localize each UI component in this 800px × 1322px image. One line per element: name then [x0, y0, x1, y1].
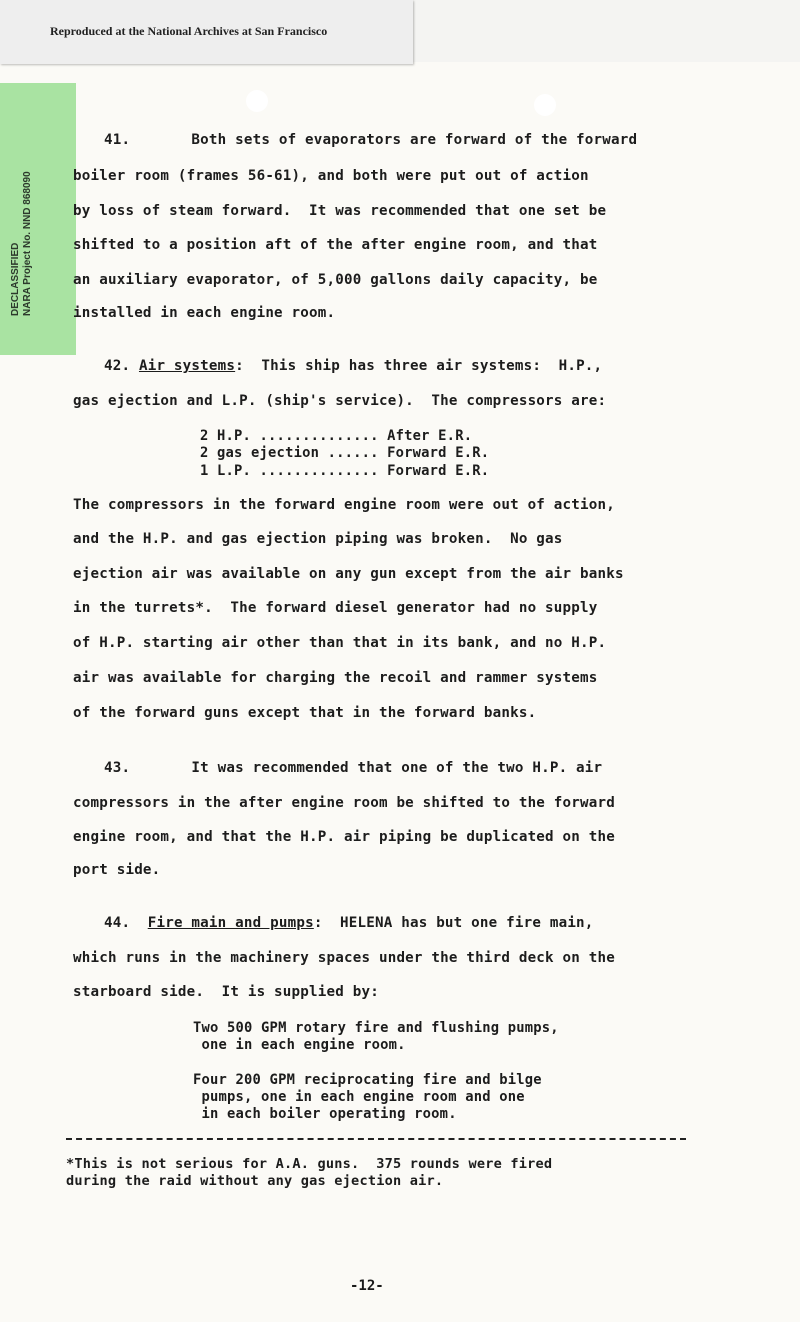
text-line: boiler room (frames 56-61), and both were put out of action [73, 168, 589, 184]
page-number: -12- [350, 1278, 384, 1294]
paragraph-number: 42. [104, 358, 139, 374]
stamp-line-2: NARA Project No. NND 868090 [22, 171, 33, 316]
footnote-separator [66, 1138, 686, 1140]
text-line: engine room, and that the H.P. air piping be duplicated on the [73, 829, 615, 845]
archive-label [0, 0, 413, 64]
text-line: compressors in the after engine room be shifted to the forward [73, 795, 615, 811]
pump-item-line: in each boiler operating room. [193, 1106, 457, 1122]
punch-hole [246, 90, 268, 112]
pump-item-line: Four 200 GPM reciprocating fire and bilge [193, 1072, 542, 1088]
text-line: 41. Both sets of evaporators are forward of the forward [104, 132, 638, 148]
footnote-line: during the raid without any gas ejection air. [66, 1173, 444, 1189]
text-line: port side. [73, 862, 161, 878]
pump-item-line: Two 500 GPM rotary fire and flushing pumps, [193, 1020, 559, 1036]
text-line: an auxiliary evaporator, of 5,000 gallons daily capacity, be [73, 272, 598, 288]
paragraph-number: 44. [104, 915, 148, 931]
compressor-item: 2 gas ejection ...... Forward E.R. [200, 445, 490, 461]
punch-hole [534, 94, 556, 116]
footnote-line: *This is not serious for A.A. guns. 375 rounds were fired [66, 1156, 553, 1172]
stamp-line-1: DECLASSIFIED [10, 242, 21, 316]
archive-label-text: Reproduced at the National Archives at San Francisco [50, 24, 328, 38]
pump-item-line: pumps, one in each engine room and one [193, 1089, 525, 1105]
text-line: in the turrets*. The forward diesel generator had no supply [73, 600, 598, 616]
compressor-item: 1 L.P. .............. Forward E.R. [200, 463, 490, 479]
text-line: and the H.P. and gas ejection piping was broken. No gas [73, 531, 563, 547]
text-line: The compressors in the forward engine room were out of action, [73, 497, 615, 513]
paragraph-heading: Air systems [138, 358, 236, 374]
text-line: installed in each engine room. [73, 305, 336, 321]
text-line: shifted to a position aft of the after engine room, and that [73, 237, 598, 253]
text-line: which runs in the machinery spaces under the third deck on the [73, 950, 615, 966]
text-line: of the forward guns except that in the forward banks. [73, 705, 537, 721]
text-line: by loss of steam forward. It was recommended that one set be [73, 203, 607, 219]
text-line: 43. It was recommended that one of the two H.P. air [104, 760, 603, 776]
paragraph-44-first-line [104, 915, 594, 931]
text-line: air was available for charging the recoil and rammer systems [73, 670, 598, 686]
text-line: ejection air was available on any gun except from the air banks [73, 566, 624, 582]
compressor-item: 2 H.P. .............. After E.R. [200, 428, 473, 444]
text-line: gas ejection and L.P. (ship's service). The compressors are: [73, 393, 607, 409]
heading-continuation: : HELENA has but one fire main, [313, 915, 594, 931]
pump-item-line: one in each engine room. [193, 1037, 406, 1053]
paragraph-heading: Fire main and pumps [147, 915, 314, 931]
text-line: starboard side. It is supplied by: [73, 984, 379, 1000]
heading-continuation: : This ship has three air systems: H.P., [235, 358, 603, 374]
declassified-stamp-text [10, 136, 34, 316]
text-line: of H.P. starting air other than that in its bank, and no H.P. [73, 635, 607, 651]
paragraph-42-first-line [104, 358, 602, 374]
